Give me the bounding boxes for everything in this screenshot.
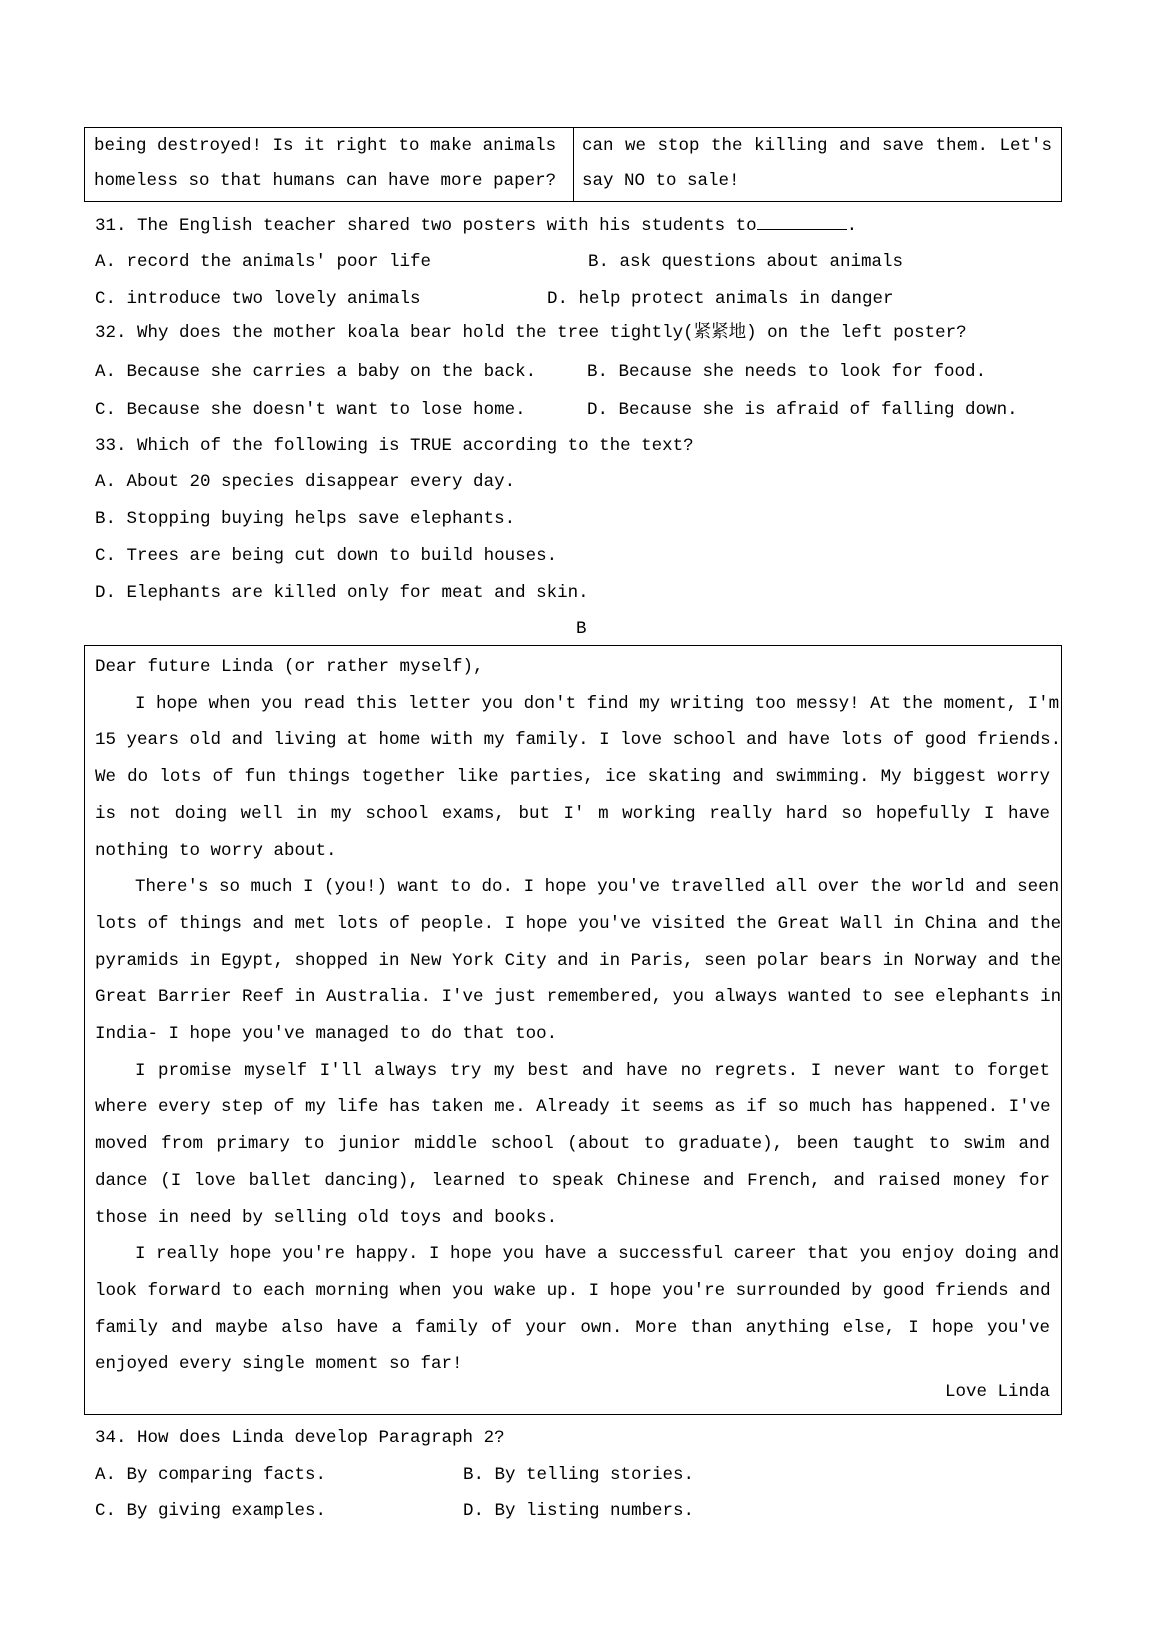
option-a: A. Because she carries a baby on the back. — [95, 362, 537, 382]
letter-line: I really hope you're happy. I hope you have a successful career that you enjoy doing and — [135, 1244, 1060, 1265]
option-d: D. By listing numbers. — [463, 1501, 695, 1521]
letter-line: nothing to worry about. — [95, 840, 337, 861]
letter-line: look forward to each morning when you wake up. I hope you're surrounded by good friends and — [95, 1280, 1051, 1301]
table-cell-left-line: homeless so that humans can have more paper? — [94, 171, 557, 191]
section-heading: B — [576, 619, 587, 639]
option-b: B. ask questions about animals — [588, 252, 904, 272]
option-b: B. By telling stories. — [463, 1465, 695, 1485]
table-cell-right-line: can we stop the killing and save them. Let's — [582, 136, 1052, 156]
option-d: D. help protect animals in danger — [547, 289, 894, 309]
table-cell-left-line: being destroyed! Is it right to make animals — [94, 136, 557, 156]
letter-line: is not doing well in my school exams, but I' m working really hard so hopefully I have — [95, 803, 1050, 824]
question-33: 33. Which of the following is TRUE according to the text? — [95, 436, 694, 456]
poster-table — [84, 127, 1062, 202]
question-31 — [95, 208, 857, 245]
letter-line: I promise myself I'll always try my best and have no regrets. I never want to forget — [135, 1060, 1050, 1081]
option-a: A. record the animals' poor life — [95, 252, 432, 272]
letter-line: moved from primary to junior middle school (about to graduate), been taught to swim and — [95, 1134, 1050, 1155]
option-c: C. introduce two lovely animals — [95, 289, 421, 309]
question-end: . — [846, 216, 858, 236]
letter-line: There's so much I (you!) want to do. I hope you've travelled all over the world and seen — [135, 877, 1060, 898]
letter-line: I hope when you read this letter you don't find my writing too messy! At the moment, I'm — [135, 693, 1060, 714]
option-a: A. About 20 species disappear every day. — [95, 472, 516, 492]
letter-line: where every step of my life has taken me. Already it seems as if so much has happened. I've — [95, 1097, 1051, 1118]
letter-line: Great Barrier Reef in Australia. I've just remembered, you always wanted to see elephants in — [95, 987, 1062, 1008]
option-c: C. Because she doesn't want to lose home. — [95, 400, 526, 420]
table-cell-right-line: say NO to sale! — [582, 171, 740, 191]
question-34: 34. How does Linda develop Paragraph 2? — [95, 1428, 505, 1448]
letter-line: pyramids in Egypt, shopped in New York City and in Paris, seen polar bears in Norway and the — [95, 950, 1062, 971]
question-stem: 31. The English teacher shared two posters with his students to — [95, 216, 757, 236]
letter-greeting: Dear future Linda (or rather myself), — [95, 657, 484, 677]
letter-line: dance (I love ballet dancing), learned to speak Chinese and French, and raised money for — [95, 1170, 1050, 1191]
letter-line: 15 years old and living at home with my family. I love school and have lots of good friends. — [95, 730, 1062, 751]
option-d: D. Because she is afraid of falling down. — [587, 400, 1018, 420]
table-divider — [573, 128, 574, 201]
letter-line: enjoyed every single moment so far! — [95, 1354, 463, 1375]
answer-blank — [757, 213, 847, 230]
letter-signature: Love Linda — [944, 1382, 1050, 1402]
option-d: D. Elephants are killed only for meat and skin. — [95, 583, 589, 603]
letter-line: lots of things and met lots of people. I hope you've visited the Great Wall in China and the — [95, 913, 1062, 934]
option-b: B. Stopping buying helps save elephants. — [95, 509, 516, 529]
letter-line: India- I hope you've managed to do that too. — [95, 1024, 558, 1044]
letter-line: We do lots of fun things together like parties, ice skating and swimming. My biggest worry — [95, 767, 1050, 788]
question-32: 32. Why does the mother koala bear hold the tree tightly(紧紧地) on the left poster? — [95, 323, 967, 343]
letter-box — [84, 645, 1062, 1415]
option-c: C. Trees are being cut down to build houses. — [95, 546, 558, 566]
option-b: B. Because she needs to look for food. — [587, 362, 987, 382]
letter-line: family and maybe also have a family of your own. More than anything else, I hope you've — [95, 1317, 1050, 1338]
option-a: A. By comparing facts. — [95, 1465, 327, 1485]
letter-line: those in need by selling old toys and books. — [95, 1207, 558, 1228]
option-c: C. By giving examples. — [95, 1501, 327, 1521]
